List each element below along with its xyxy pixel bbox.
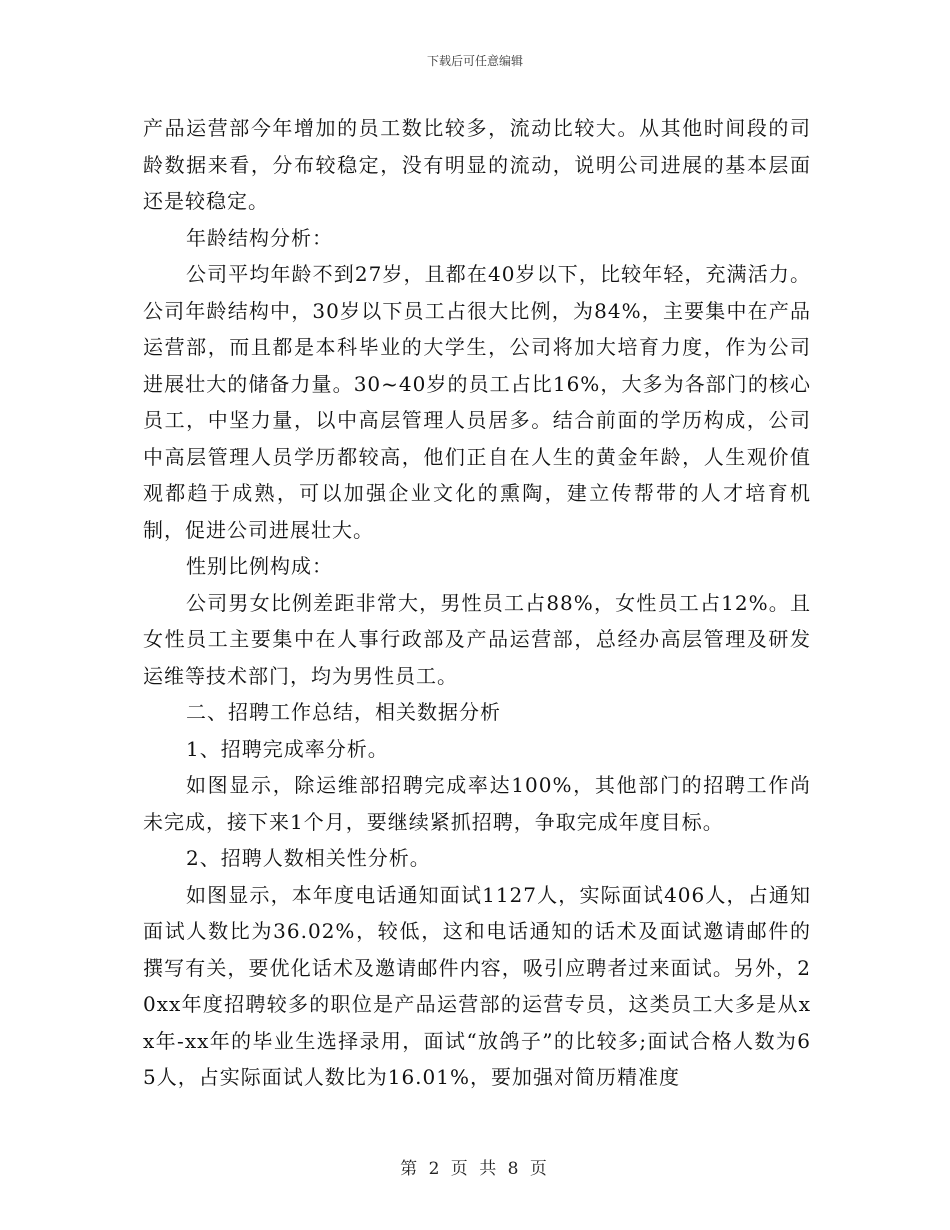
- heading-completion-rate: 1、招聘完成率分析。: [186, 736, 389, 761]
- heading-recruitment-correlation: 2、招聘人数相关性分析。: [186, 846, 431, 870]
- heading-age-structure: 年龄结构分析：: [186, 225, 333, 250]
- paragraph-recruitment-correlation: 如图显示，本年度电话通知面试1127人，实际面试406人，占通知面试人数比为36.02%，较低，这和电话通知的话术及面试邀请邮件的撰写有关，要优化话术及邀请邮件内容，吸引应聘者过来面试。另外，20xx年度招聘较多的职位是产品运营部的运营专员，这类员工大多是从xx年-xx年的毕业生选择录用，面试“放鸽子”的比较多;面试合格人数为65人，占实际面试人数比为16.01%，要加强对简历精准度: [143, 882, 811, 1089]
- page-header: 下载后可任意编辑: [426, 54, 523, 68]
- paragraph-completion-rate: 如图显示，除运维部招聘完成率达100%，其他部门的招聘工作尚未完成，接下来1个月，要继续紧抓招聘，争取完成年度目标。: [143, 773, 811, 834]
- paragraph-tenure-summary: 产品运营部今年增加的员工数比较多，流动比较大。从其他时间段的司龄数据来看，分布较稳定，没有明显的流动，说明公司进展的基本层面还是较稳定。: [143, 116, 811, 213]
- page-number: 第 2 页 共 8 页: [400, 1159, 550, 1179]
- paragraph-age-structure: 公司平均年龄不到27岁，且都在40岁以下，比较年轻，充满活力。公司年龄结构中，30岁以下员工占很大比例，为84%，主要集中在产品运营部，而且都是本科毕业的大学生，公司将加大培育力度，作为公司进展壮大的储备力量。30~40岁的员工占比16%，大多为各部门的核心员工，中坚力量，以中高层管理人员居多。结合前面的学历构成，公司中高层管理人员学历都较高，他们正自在人生的黄金年龄，人生观价值观都趋于成熟，可以加强企业文化的熏陶，建立传帮带的人才培育机制，促进公司进展壮大。: [143, 262, 811, 542]
- heading-recruitment-summary: 二、招聘工作总结，相关数据分析: [186, 700, 501, 724]
- document-body: [143, 110, 811, 1096]
- heading-gender-ratio: 性别比例构成：: [186, 554, 333, 578]
- paragraph-gender-ratio: 公司男女比例差距非常大，男性员工占88%，女性员工占12%。且女性员工主要集中在人事行政部及产品运营部，总经办高层管理及研发运维等技术部门，均为男性员工。: [143, 590, 811, 688]
